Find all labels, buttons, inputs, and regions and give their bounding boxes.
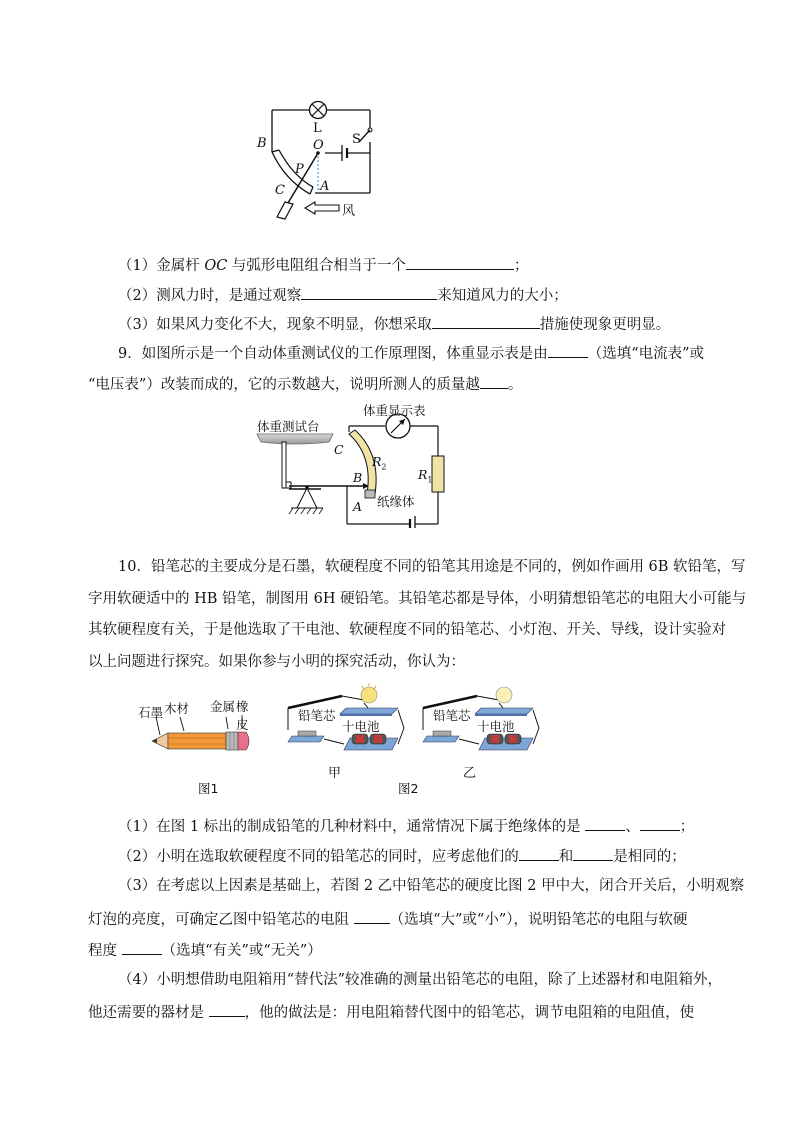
resistor-r1-label: $R_1$ [418, 467, 433, 485]
point-b-label: B [257, 136, 267, 151]
q9-line1: 9．如图所示是一个自动体重测试仪的工作原理图，体重显示表是由 （选填“电流表”或 [118, 342, 704, 364]
q9-blank1 [548, 342, 588, 358]
q10-part1-blank1 [585, 815, 625, 831]
wind-label: 风 [342, 204, 356, 219]
switch-label: S [352, 132, 361, 147]
q10-part2: （2）小明在选取软硬程度不同的铅笔芯的同时，应考虑他们的 和 是相同的； [118, 845, 686, 867]
figure1-caption: 图1 [198, 781, 219, 796]
circuit-yi-label: 乙 [463, 766, 477, 781]
figure2-caption: 图2 [398, 781, 419, 796]
q10-part4-line1: （4）小明想借助电阻箱用“替代法”较准确的测量出铅笔芯的电阻，除了上述器材和电阻箱外， [118, 972, 723, 988]
metal-label: 金属 [210, 699, 236, 714]
point-c-label: C [275, 183, 285, 198]
q9-line2: “电压表”）改装而成的，它的示数越大，说明所测人的质量越 。 [88, 373, 522, 395]
q10-part4-blank [209, 1001, 245, 1017]
battery-label-jia: 十电池 [342, 719, 380, 734]
point-c-label: C [334, 442, 344, 457]
point-a-label: A [353, 499, 363, 514]
wind-meter-circuit-figure [255, 90, 385, 225]
circuit-jia-label: 甲 [328, 766, 342, 781]
pencil-core-label-yi: 铅笔芯 [433, 708, 471, 723]
q10-part2-blank1 [519, 845, 559, 861]
weight-display-meter-label: 体重显示表 [363, 403, 426, 418]
q9-blank2 [480, 373, 508, 389]
circuit-jia-figure [280, 678, 410, 781]
q10-line1: 10．铅笔芯的主要成分是石墨，软硬程度不同的铅笔其用途是不同的，例如作画用 6B 软铅笔，写 [118, 559, 746, 575]
q10-part4-line2: 他还需要的器材是 ，他的做法是：用电阻箱替代图中的铅笔芯，调节电阻箱的电阻值，使 [88, 1001, 694, 1023]
q8-part3-blank [432, 313, 540, 329]
q10-part1-blank2 [640, 815, 680, 831]
wood-label: 木材 [164, 701, 190, 716]
point-a-label: A [320, 179, 330, 194]
graphite-label: 石墨 [138, 705, 164, 720]
wind-meter-circuit-diagram [255, 90, 385, 225]
q8-part3: （3）如果风力变化不大，现象不明显，你想采取 措施使现象更明显。 [118, 313, 670, 335]
q10-part3-line3: 程度 （选填“有关”或“无关”） [88, 939, 322, 961]
q8-part1-blank [406, 254, 514, 270]
q8-part1: （1）金属杆 OC 与弧形电阻组合相当于一个 ； [118, 254, 528, 276]
q10-line3: 其软硬程度有关，于是他选取了干电池、软硬程度不同的铅笔芯、小灯泡、开关、导线，设计实验对 [88, 622, 726, 638]
q8-part2-blank [301, 284, 437, 300]
rubber-label: 橡皮 [236, 699, 249, 732]
pencil-figure [138, 695, 258, 800]
q10-line2: 字用软硬适中的 HB 铅笔，制图用 6H 硬铅笔。其铅笔芯都是导体，小明猜想铅笔芯的电阻大小可能与 [88, 591, 747, 607]
lamp-label: L [313, 121, 322, 136]
q10-part1: （1）在图 1 标出的制成铅笔的几种材料中，通常情况下属于绝缘体的是 、 ； [118, 815, 694, 837]
resistor-r2-label: $R_2$ [372, 454, 387, 472]
point-p-label: P [295, 162, 304, 177]
pencil-core-label-jia: 铅笔芯 [298, 708, 336, 723]
point-b-label: B [353, 470, 363, 485]
q10-part3-blank1 [354, 908, 390, 924]
q10-part3-line2: 灯泡的亮度，可确定乙图中铅笔芯的电阻 （选填“大”或“小”），说明铅笔芯的电阻与软硬 [88, 908, 688, 930]
insulator-label: 纸缘体 [377, 494, 415, 509]
q10-part3-blank2 [122, 939, 162, 955]
q10-part3-line1: （3）在考虑以上因素是基础上，若图 2 乙中铅笔芯的硬度比图 2 甲中大，闭合开关后，小明观察 [118, 878, 745, 894]
q8-part2: （2）测风力时，是通过观察 来知道风力的大小； [118, 284, 568, 306]
weight-tester-figure [255, 398, 455, 528]
battery-label-yi: 十电池 [477, 719, 515, 734]
rod-oc-text: OC [204, 258, 228, 274]
circuit-yi-figure [415, 678, 545, 781]
platform-label: 体重测试台 [257, 419, 320, 434]
q10-line4: 以上问题进行探究。如果你参与小明的探究活动，你认为： [88, 654, 465, 670]
q10-part2-blank2 [573, 845, 613, 861]
point-o-label: O [313, 138, 324, 153]
